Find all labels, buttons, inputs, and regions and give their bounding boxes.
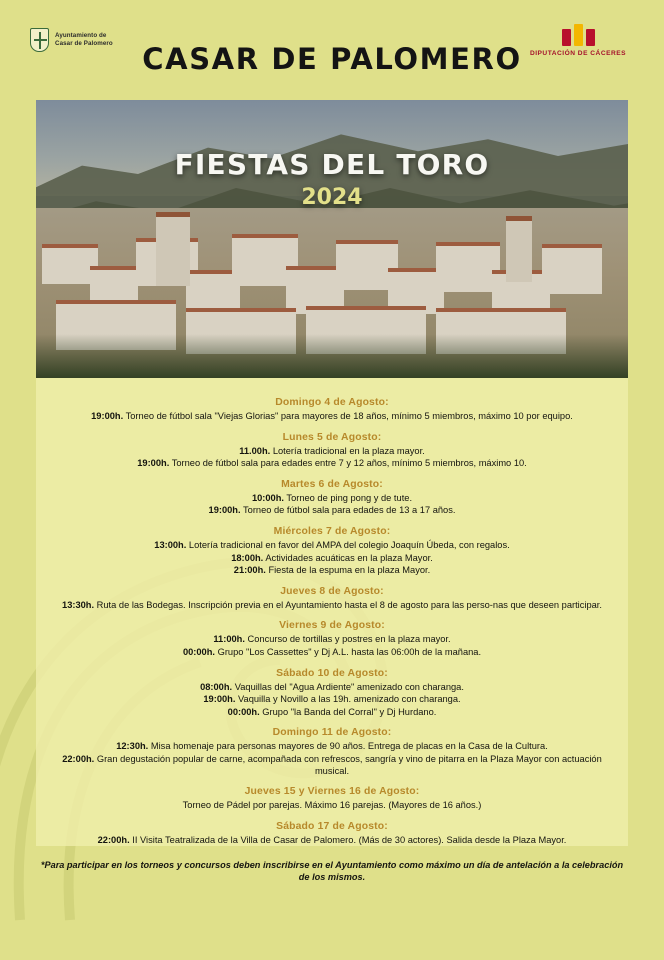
day-heading: Domingo 4 de Agosto: (275, 397, 389, 408)
event-item (52, 694, 612, 706)
event-text: Torneo de fútbol sala "Viejas Glorias" para mayores de 18 años, mínimo 5 miembros, máximo 10 por equipo. (125, 411, 573, 421)
event-time: 10:00h. (251, 492, 284, 503)
day-heading: Jueves 15 y Viernes 16 de Agosto: (244, 786, 420, 798)
event-item (52, 411, 612, 423)
event-time: 11.00h. (239, 445, 271, 456)
shield-icon (30, 28, 49, 52)
photo-village (36, 208, 628, 378)
event-time: 22:00h. (62, 753, 95, 764)
event-text: Grupo "Los Cassettes" y Dj A.L. hasta las 06:00h de la mañana. (217, 646, 482, 657)
event-item (52, 647, 612, 659)
diputacion-logo-caption: DIPUTACIÓN DE CÁCERES (529, 50, 627, 57)
day-heading: Domingo 11 de Agosto: (272, 727, 392, 739)
logo-bar-right (586, 29, 595, 46)
house (542, 244, 602, 294)
event-time: 00:00h. (227, 706, 260, 717)
event-text: Gran degustación popular de carne, acompañada con refrescos, sangría y vino de pitarra en la Plaza Mayor con actuación musical. (96, 753, 602, 776)
event-text: Ruta de las Bodegas. Inscripción previa en el Ayuntamiento hasta el 8 de agosto para las perso-nas que deseen participar. (96, 599, 602, 610)
event-item (52, 800, 612, 812)
event-text: Lotería tradicional en la plaza mayor. (272, 445, 425, 456)
event-time: 13:00h. (154, 539, 187, 550)
event-time: 00:00h. (182, 646, 215, 657)
event-text: Vaquilla y Novillo a las 19h. amenizado con charanga. (238, 694, 461, 705)
event-time: 19:00h. (208, 505, 241, 516)
day-heading: Lunes 5 de Agosto: (282, 431, 382, 443)
event-item (52, 707, 612, 719)
page-title: CASAR DE PALOMERO (142, 42, 522, 76)
programme-list (36, 378, 628, 846)
event-item (52, 553, 612, 565)
footnote: *Para participar en los torneos y concursos deben inscribirse en el Ayuntamiento como máximo un día de antelación a la celebración de los mismos. (40, 860, 624, 882)
fiestas-year: 2024 (301, 185, 363, 210)
event-text: Lotería tradicional en favor del AMPA del colegio Joaquín Úbeda, con regalos. (188, 539, 510, 550)
day-heading: Sábado 10 de Agosto: (276, 667, 388, 679)
event-text: Torneo de ping pong y de tute. (286, 492, 413, 503)
logo-bar-left (562, 29, 571, 46)
event-item (52, 540, 612, 552)
diputacion-logo-mark (518, 22, 638, 46)
day-heading: Viernes 9 de Agosto: (279, 620, 385, 632)
poster-overlay-title (36, 148, 628, 210)
day-heading: Miércoles 7 de Agosto: (273, 525, 391, 537)
event-text: Fiesta de la espuma en la plaza Mayor. (268, 565, 431, 576)
ayuntamiento-line-1: Ayuntamiento de (55, 32, 107, 39)
event-time: 13:30h. (62, 599, 95, 610)
event-time: 19:00h. (91, 411, 124, 421)
event-time: 11:00h. (213, 634, 245, 645)
event-text: II Visita Teatralizada de la Villa de Casar de Palomero. (Más de 30 actores). Salida desde la Plaza Mayor. (132, 834, 567, 845)
event-item (52, 458, 612, 470)
fiestas-title: FIESTAS DEL TORO (174, 148, 490, 181)
event-time: 18:00h. (231, 552, 264, 563)
logo-bar-center (574, 24, 583, 46)
event-text: Torneo de fútbol sala para edades de 13 a 17 años. (243, 505, 456, 516)
house (436, 242, 500, 292)
event-text: Torneo de Pádel por parejas. Máximo 16 parejas. (Mayores de 16 años.) (182, 800, 482, 811)
event-text: Misa homenaje para personas mayores de 90 años. Entrega de placas en la Casa de la Cultura. (150, 741, 548, 752)
event-text: Torneo de fútbol sala para edades entre 7 y 12 años, mínimo 5 miembros, máximo 10. (171, 458, 527, 469)
event-item (52, 754, 612, 777)
event-item (52, 505, 612, 517)
event-item (52, 600, 612, 612)
event-item (52, 565, 612, 577)
tower (506, 216, 532, 282)
event-time: 19:00h. (203, 694, 236, 705)
event-text: Vaquillas del "Agua Ardiente" amenizado con charanga. (234, 681, 464, 692)
diputacion-logo (518, 22, 638, 57)
event-text: Actividades acuáticas en la plaza Mayor. (265, 552, 433, 563)
event-time: 12:30h. (116, 741, 149, 752)
church-tower (156, 212, 190, 286)
event-item (52, 493, 612, 505)
photo-foreground-vegetation (36, 334, 628, 378)
event-text: Grupo "la Banda del Corral" y Dj Hurdano. (262, 706, 437, 717)
event-item (52, 634, 612, 646)
poster-header (0, 0, 664, 92)
village-photo (36, 100, 628, 378)
ayuntamiento-logo (30, 28, 113, 52)
event-time: 21:00h. (233, 565, 266, 576)
event-text: Concurso de tortillas y postres en la plaza mayor. (247, 634, 451, 645)
ayuntamiento-line-2: Casar de Palomero (55, 40, 113, 47)
ayuntamiento-logo-text (55, 32, 113, 48)
day-heading: Sábado 17 de Agosto: (276, 820, 388, 832)
event-time: 19:00h. (137, 458, 170, 469)
day-heading: Jueves 8 de Agosto: (280, 585, 384, 597)
event-item (52, 446, 612, 458)
event-item (52, 741, 612, 753)
event-time: 22:00h. (97, 834, 130, 845)
event-item (52, 835, 612, 847)
day-heading: Martes 6 de Agosto: (281, 478, 383, 490)
event-item (52, 682, 612, 694)
event-time: 08:00h. (200, 681, 233, 692)
